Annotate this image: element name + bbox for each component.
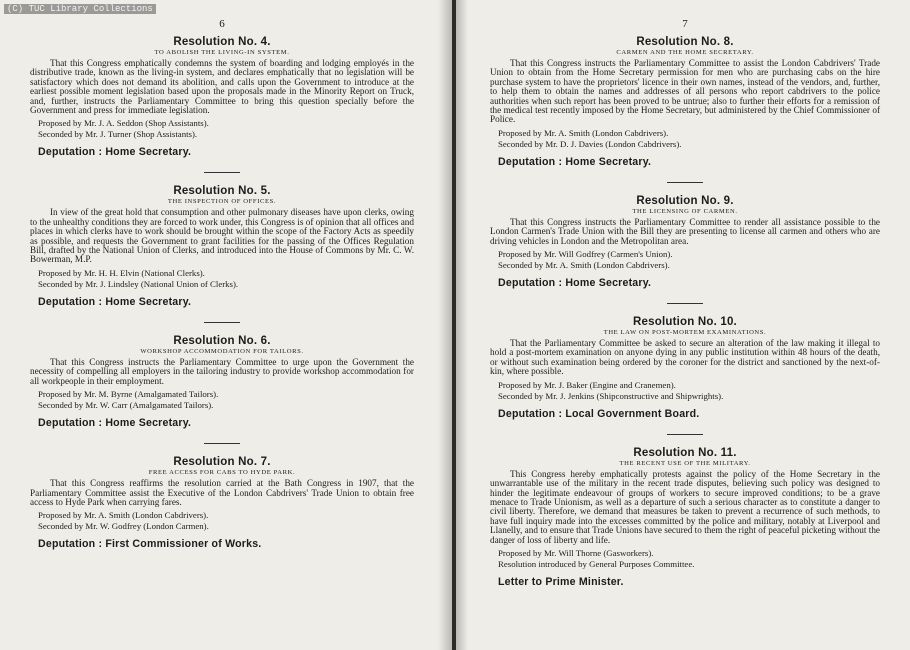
watermark: (C) TUC Library Collections — [4, 4, 156, 14]
separator-rule — [204, 443, 240, 444]
resolution-8 — [490, 36, 880, 168]
separator-rule — [667, 303, 703, 304]
proposed-by: Proposed by Mr. H. H. Elvin (National Clerks). — [38, 267, 205, 278]
deputation: Deputation : First Commissioner of Works. — [38, 538, 262, 551]
resolution-title: Resolution No. 6. — [173, 334, 271, 347]
proposed-by: Proposed by Mr. Will Thorne (Gasworkers). — [498, 547, 654, 558]
proposed-by: Proposed by Mr. J. Baker (Engine and Cranemen). — [498, 379, 676, 390]
seconded-by: Seconded by Mr. J. Lindsley (National Union of Clerks). — [38, 278, 239, 289]
resolution-subtitle: THE INSPECTION OF OFFICES. — [167, 198, 277, 206]
proposed-by: Proposed by Mr. A. Smith (London Cabdrivers). — [38, 510, 209, 521]
resolution-title: Resolution No. 7. — [173, 456, 271, 469]
proposed-by: Proposed by Mr. M. Byrne (Amalgamated Tailors). — [38, 389, 219, 400]
seconded-by: Seconded by Mr. W. Godfrey (London Carmen). — [38, 521, 209, 532]
resolution-body: In view of the great hold that consumption and other pulmonary diseases have upon clerks, owing to the unhealthy conditions they are forced to work under, this Congress is of opinion that all offices and places in which clerks have to work should be brought within the scope of the Factory Acts as speedily as possible, and requests the Government to grant facilities for the passing of the Offices Regulation Bill, drafted by the National Union of Clerks, and introduced into the House of Commons by Mr. C. W. Bowerman, M.P. — [30, 207, 414, 265]
resolution-5 — [30, 185, 414, 307]
resolution-body: That this Congress instructs the Parliamentary Committee to assist the London Cabdrivers' Trade Union to obtain from the Home Secretary permission for men who are purchasing cabs on the hire purchase system to have the proprietors' licence in their own names, instead of the vendors, and, further, to help them to obtain the names and addresses of all persons who report cabdrivers to the police authorities when such report has been proved to be untrue; also to further their efforts for a remission of the medical test recently imposed by the Home Secretary, but administered by the Chief Commissioner of Police. — [490, 58, 880, 125]
resolution-7 — [30, 456, 414, 550]
resolution-subtitle: CARMEN AND THE HOME SECRETARY. — [616, 49, 754, 56]
right-page — [456, 0, 910, 650]
resolution-body: That this Congress reaffirms the resolution carried at the Bath Congress in 1907, that the Parliamentary Committee assist the Executive of the London Cabdrivers' Trade Union to obtain free access to Hyde Park when carrying fares. — [30, 478, 414, 507]
separator-rule — [204, 322, 240, 323]
resolution-11 — [490, 447, 880, 588]
separator-rule — [204, 172, 240, 173]
resolution-body: That this Congress instructs the Parliamentary Committee to render all assistance possible to the London Carmen's Trade Union with the Bill they are presenting to license all carmen and others who are driving vehicles in London and the Metropolitan area. — [490, 216, 880, 246]
resolution-4 — [30, 36, 414, 158]
separator-rule — [667, 434, 703, 435]
resolution-6 — [30, 335, 414, 429]
seconded-by: Seconded by Mr. J. Turner (Shop Assistants). — [38, 129, 198, 140]
seconded-by: Seconded by Mr. A. Smith (London Cabdrivers). — [498, 260, 670, 271]
resolution-title: Resolution No. 10. — [633, 316, 737, 329]
page-number: 6 — [219, 18, 225, 30]
deputation: Deputation : Home Secretary. — [38, 295, 192, 308]
resolution-subtitle: FREE ACCESS FOR CABS TO HYDE PARK. — [148, 469, 296, 477]
deputation: Letter to Prime Minister. — [498, 575, 624, 588]
resolution-subtitle: THE RECENT USE OF THE MILITARY. — [619, 459, 751, 467]
proposed-by: Proposed by Mr. A. Smith (London Cabdrivers). — [498, 127, 669, 138]
deputation: Deputation : Home Secretary. — [498, 155, 652, 168]
resolution-title: Resolution No. 9. — [636, 194, 734, 207]
page-number: 7 — [682, 18, 688, 30]
deputation: Deputation : Home Secretary. — [38, 417, 192, 430]
resolution-9 — [490, 195, 880, 289]
left-page — [0, 0, 452, 650]
resolution-title: Resolution No. 11. — [633, 446, 737, 459]
resolution-subtitle: THE LAW ON POST-MORTEM EXAMINATIONS. — [603, 329, 767, 337]
seconded-by: Seconded by Mr. J. Jenkins (Shipconstructive and Shipwrights). — [498, 390, 724, 401]
resolution-title: Resolution No. 4. — [173, 36, 271, 48]
resolution-body: That this Congress instructs the Parliamentary Committee to urge upon the Government the necessity of compelling all employers in the tailoring industry to provide workshop accommodation for all workpeople in their employment. — [30, 356, 414, 386]
resolution-subtitle: TO ABOLISH THE LIVING-IN SYSTEM. — [154, 49, 290, 56]
seconded-by: Seconded by Mr. D. J. Davies (London Cabdrivers). — [498, 138, 682, 149]
resolution-subtitle: THE LICENSING OF CARMEN. — [632, 207, 738, 215]
proposed-by: Proposed by Mr. Will Godfrey (Carmen's Union). — [498, 249, 673, 260]
deputation: Deputation : Home Secretary. — [38, 146, 192, 159]
resolution-body: That this Congress emphatically condemns the system of boarding and lodging employés in the distributive trade, known as the living-in system, and declares emphatically that no legislation will be satisfactory which does not demand its abolition, and calls upon the Government to introduce at the earliest possible moment legislation based upon the proposals made in the Minority Report on Truck, and, further, instructs the Parliamentary Committee to bring this question specially before the Government and press for immediate legislation. — [30, 58, 414, 116]
separator-rule — [667, 182, 703, 183]
resolution-title: Resolution No. 5. — [173, 185, 271, 198]
introduced-by: Resolution introduced by General Purposes Committee. — [498, 558, 695, 569]
resolution-body: That the Parliamentary Committee be asked to secure an alteration of the law making it illegal to hold a post-mortem examination on anyone dying in any public institution within 48 hours of the death, or without such examination being ordered by the coroner for the district and sanctioned by the next-of-kin, where possible. — [490, 338, 880, 377]
resolution-subtitle: WORKSHOP ACCOMMODATION FOR TAILORS. — [140, 347, 304, 355]
deputation: Deputation : Home Secretary. — [498, 277, 652, 290]
resolution-title: Resolution No. 8. — [636, 36, 734, 48]
resolution-10 — [490, 316, 880, 420]
resolution-body: This Congress hereby emphatically protests against the policy of the Home Secretary in the unwarrantable use of the military in the recent trade disputes, believing such policy was designed to hinder the legitimate endeavour of groups of workers to secure improved conditions; to be a grave menace to Trade Unionism, as well as a departure of such a serious character as to constitute a danger to civil liberty. Therefore, we demand that measures be taken to prevent a recurrence of such methods, to have full inquiry made into the excesses committed by the police and military, notably at Liverpool and Llanelly, and to ensure that Trade Unions have secured to them the right of peaceful picketing without the danger of loss of liberty and life. — [490, 468, 880, 545]
deputation: Deputation : Local Government Board. — [498, 407, 700, 420]
seconded-by: Seconded by Mr. W. Carr (Amalgamated Tailors). — [38, 400, 214, 411]
proposed-by: Proposed by Mr. J. A. Seddon (Shop Assistants). — [38, 118, 209, 129]
